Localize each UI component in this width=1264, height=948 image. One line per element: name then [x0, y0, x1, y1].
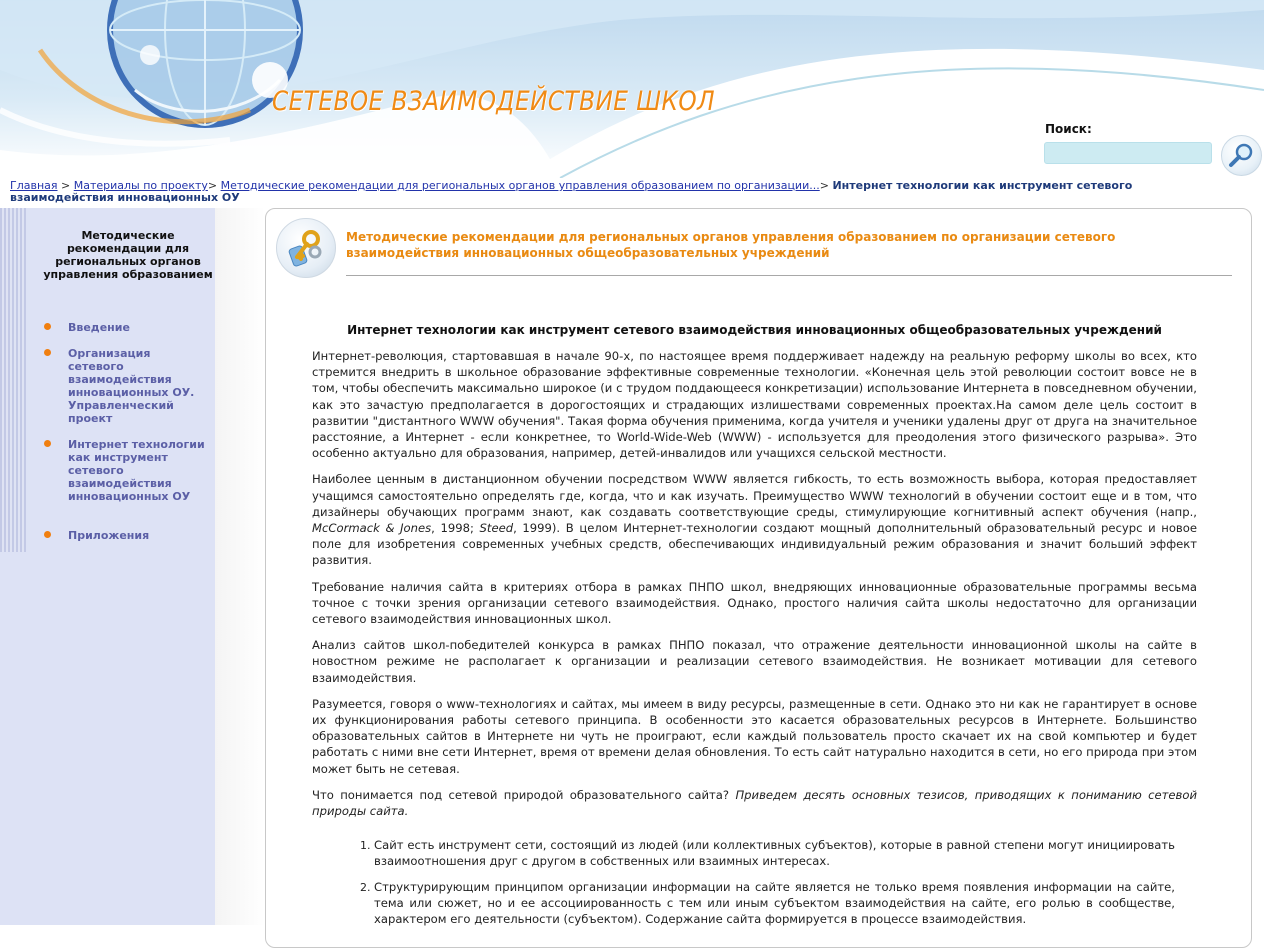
- sidebar-item-label[interactable]: Интернет технологии как инструмент сетевого взаимодействия инновационных ОУ: [68, 438, 205, 503]
- list-item: 1. Сайт есть инструмент сети, состоящий из людей (или коллективных субъектов), которые в равной степени могут инициировать взаимоотношения друг с другом в собственных или взаимных интересах.: [374, 837, 1175, 869]
- sidebar: [26, 208, 215, 925]
- paragraph: [312, 471, 1197, 568]
- sidebar-item-internet-technologies[interactable]: [68, 438, 208, 503]
- column-gap: [215, 208, 265, 925]
- breadcrumb: [10, 180, 1190, 204]
- article-title: Интернет технологии как инструмент сетевого взаимодействия инновационных общеобразовательных учреждений: [347, 323, 1162, 337]
- sidebar-title: Методические рекомендации для региональных органов управления образованием: [43, 229, 213, 281]
- site-header: [0, 0, 1264, 178]
- thesis-list: [312, 837, 1175, 927]
- paragraph-text: Что понимается под сетевой природой образовательного сайта?: [312, 787, 736, 802]
- breadcrumb-link-recommendations[interactable]: Методические рекомендации для региональных органов управления образованием по организации...: [220, 179, 820, 192]
- breadcrumb-link-home[interactable]: Главная: [10, 179, 58, 192]
- paragraph: [312, 787, 1197, 819]
- sidebar-item-intro[interactable]: [68, 321, 208, 334]
- paragraph-text: , 1999). В целом Интернет-технологии создают мощный дополнительный образовательный ресурс и новое поле для изобретения современных учебных средств, обеспечивающих индивидуальный режим образования и значит больший эффект развития.: [312, 521, 1197, 568]
- breadcrumb-separator: >: [207, 179, 218, 192]
- citation: McCormack & Jones: [312, 521, 432, 536]
- breadcrumb-current: Интернет технологии как инструмент сетевого взаимодействия инновационных ОУ: [10, 179, 1133, 204]
- magnifier-icon: [1227, 141, 1255, 169]
- paragraph-text: Наиболее ценным в дистанционном обучении посредством WWW является гибкость, то есть возможность выбора, которая предоставляет учащимся самостоятельно определять где, когда, что и как изучать. Преимущество WWW технологий в обучении состоит еще и в том, что дизайнеры обучающих программ знают, как создавать соответствующие среды, стимулирующие когнитивный аспект обучения (напр.,: [312, 472, 1197, 519]
- bullet-icon: [44, 440, 51, 447]
- bullet-icon: [44, 323, 51, 330]
- divider: [346, 275, 1232, 276]
- breadcrumb-separator: >: [61, 179, 71, 192]
- sidebar-item-label[interactable]: Организация сетевого взаимодействия инновационных ОУ. Управленческий проект: [68, 347, 195, 425]
- sidebar-stripe-decoration: [0, 208, 26, 552]
- panel-heading: Методические рекомендации для региональных органов управления образованием по организации сетевого взаимодействия инновационных общеобразовательных учреждений: [346, 230, 1116, 260]
- breadcrumb-separator: >: [819, 179, 829, 192]
- emphasis-text: Приведем десять основных тезисов, приводящих к пониманию сетевой природы сайта.: [312, 787, 1198, 819]
- search-label: Поиск:: [1045, 122, 1092, 136]
- search-button[interactable]: [1221, 135, 1262, 176]
- paragraph: Требование наличия сайта в критериях отбора в рамках ПНПО школ, внедряющих инновационные образовательные программы весьма точное с точки зрения организации сетевого взаимодействия. Однако, простого наличия сайта школы недостаточно для организации сетевого взаимодействия инновационных школ.: [312, 579, 1197, 627]
- sidebar-item-organization[interactable]: [68, 347, 208, 425]
- sidebar-edge: [0, 552, 26, 925]
- paragraph-text: , 1998;: [431, 521, 480, 536]
- search-input[interactable]: [1044, 142, 1212, 164]
- article-body: [312, 348, 1197, 936]
- citation: Steed: [479, 521, 514, 536]
- sidebar-item-label[interactable]: Приложения: [68, 529, 150, 542]
- site-title: СЕТЕВОЕ ВЗАИМОДЕЙСТВИЕ ШКОЛ: [272, 86, 715, 117]
- bullet-icon: [44, 531, 51, 538]
- sidebar-item-appendices[interactable]: [68, 529, 208, 542]
- keys-icon: [276, 218, 336, 278]
- paragraph: Интернет-революция, стартовавшая в начале 90-х, по настоящее время поддерживает надежду на реальную реформу школы во всех, кто стремится внедрить в школьное образование эффективные современные технологии. «Конечная цель этой революции состоит вовсе не в том, чтобы обеспечить максимально широкое (и с трудом поддающееся конкретизации) использование Интернета в повседневном обучении, как это зачастую предполагается в дорогостоящих и страдающих излишествами современных проектах.На самом деле цель состоит в развитии "дистантного WWW обучения". Такая форма обучения применима, когда учителя и ученики удалены друг от друга на значительное расстояние, а Интернет - если конкретнее, то World-Wide-Web (WWW) - используется для преодоления этого физического разрыва». Это особенно актуально для образования, например, детей-инвалидов или учащихся сельской местности.: [312, 349, 1197, 461]
- bullet-icon: [44, 349, 51, 356]
- sidebar-item-label[interactable]: Введение: [68, 321, 130, 334]
- breadcrumb-link-materials[interactable]: Материалы по проекту: [73, 179, 208, 192]
- paragraph: Анализ сайтов школ-победителей конкурса в рамках ПНПО показал, что отражение деятельности инновационной школы на сайте в новостном режиме не располагает к организации и реализации сетевого взаимодействия. Не возникает мотивации для сетевого взаимодействия.: [312, 638, 1197, 685]
- list-item: 2. Структурирующим принципом организации информации на сайте является не только время появления информации на сайте, тема или сюжет, но и ее ассоциированность с тем или иным субъектом взаимодействия на сайте, его ролью в сообществе, характером его деятельности (субъектом). Содержание сайта формируется в процессе взаимодействия.: [374, 879, 1175, 928]
- paragraph: Разумеется, говоря о www-технологиях и сайтах, мы имеем в виду ресурсы, размещенные в сети. Однако это ни как не гарантирует в основе их функционирования работы сетевого принципа. В особенности это касается образовательных ресурсов в Интернете. Большинство образовательных сайтов в Интернете ни чуть не проиграют, если каждый пользователь просто скачает их на свой компьютер и будет работать с ними вне сети Интернет, время от времени делая обновления. То есть сайт натурально находится в сети, но его природа при этом может быть не сетевая.: [312, 696, 1197, 776]
